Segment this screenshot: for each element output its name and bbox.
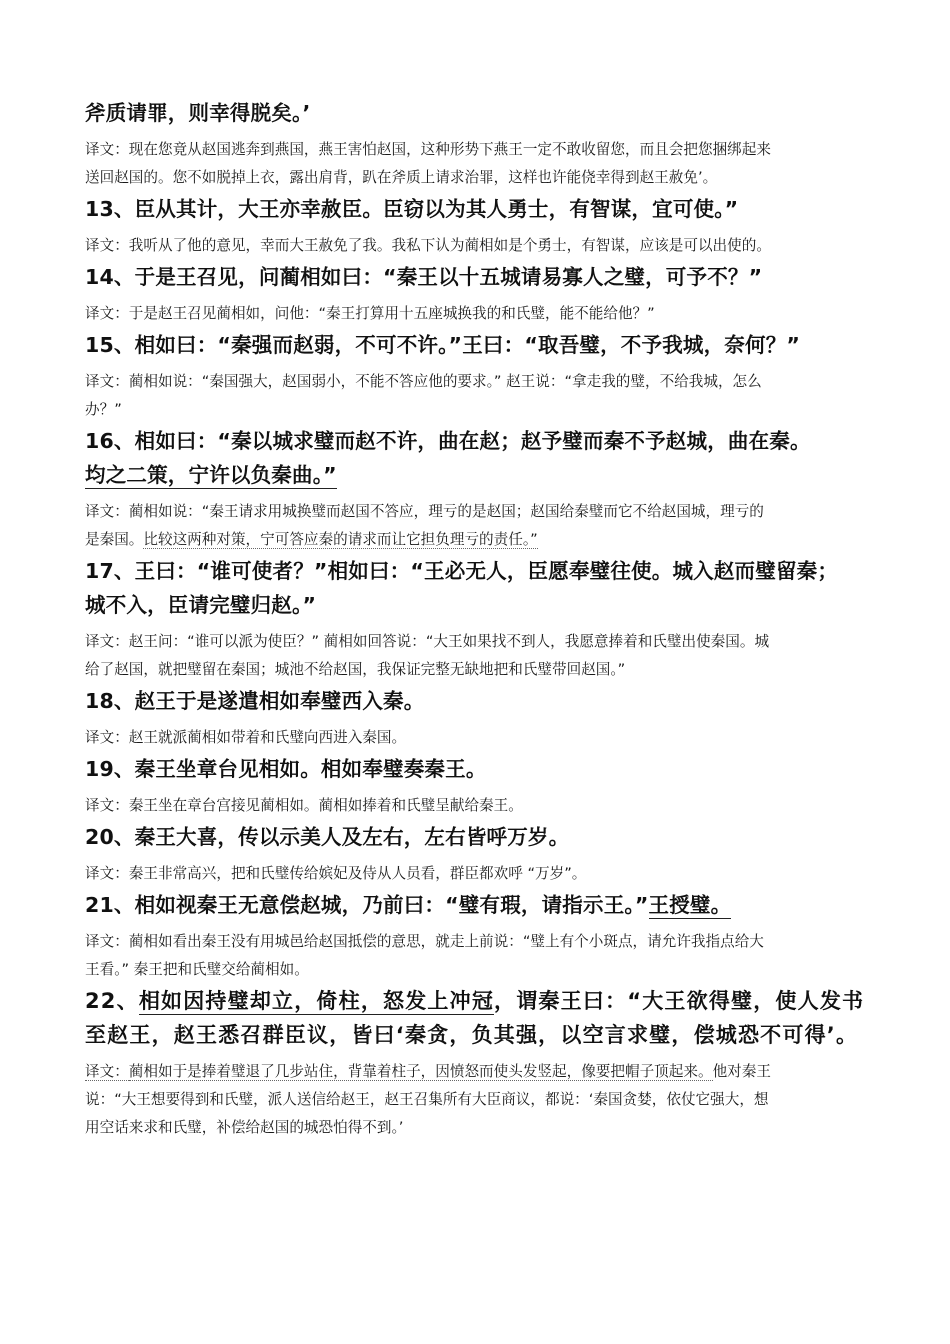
underlined-text: 蔺相如于是捧着璧退了几步站住，背靠着柱子，因愤怒而使头发竖起，像要把帽子顶起来。 [128, 1063, 713, 1080]
text-segment: 给了赵国，就把璧留在秦国；城池不给赵国，我保证完整无缺地把和氏璧带回赵国。” [85, 661, 626, 678]
document-page [85, 96, 885, 1142]
source-text-line [85, 752, 885, 786]
text-segment: 城不入，臣请完璧归赵。” [85, 593, 317, 617]
translation-line [85, 396, 885, 424]
underlined-text: 王授璧。 [648, 893, 732, 917]
source-text-line [85, 684, 885, 718]
translation-line [85, 164, 885, 192]
text-segment: 是秦国。 [85, 531, 144, 548]
text-segment: 14、于是王召见，问蔺相如曰：“秦王以十五城请易寡人之璧，可予不？” [85, 265, 763, 289]
underlined-text: 比较这两种对策，宁可答应秦的请求而让它担负理亏的责任。” [143, 531, 538, 548]
text-segment: 办？” [85, 401, 122, 418]
text-segment: 译文：秦王非常高兴，把和氏璧传给嫔妃及侍从人员看，群臣都欢呼 “万岁”。 [85, 865, 587, 882]
text-segment: 译文：秦王坐在章台宫接见蔺相如。蔺相如捧着和氏璧呈献给秦王。 [85, 797, 523, 814]
underlined-text: 译文： [85, 1063, 129, 1080]
text-segment: 译文：赵王问：“谁可以派为使臣？” 蔺相如回答说：“大王如果找不到人，我愿意捧着和氏璧出使秦国。城 [85, 633, 770, 650]
translation-line [85, 628, 885, 656]
text-segment: 他对秦王 [712, 1063, 771, 1080]
text-segment: 18、赵王于是遂遣相如奉璧西入秦。 [85, 689, 425, 713]
text-segment: 至赵王，赵王悉召群臣议，皆曰‘秦贪，负其强，以空言求璧，偿城恐不可得’。 [85, 1023, 859, 1047]
source-text-line [85, 328, 885, 362]
text-segment: 15、相如曰：“秦强而赵弱，不可不许。”王曰：“取吾璧，不予我城，奈何？” [85, 333, 801, 357]
text-segment: 译文：蔺相如说：“秦王请求用城换璧而赵国不答应，理亏的是赵国；赵国给秦璧而它不给赵国城，理亏的 [85, 503, 764, 520]
translation-line [85, 1086, 885, 1114]
translation-line [85, 656, 885, 684]
underlined-text: 均之二策，宁许以负秦曲。” [85, 463, 337, 487]
text-segment: ，谓秦王曰：“大王欲得璧，使人发书 [494, 989, 865, 1013]
text-segment: 用空话来求和氏璧，补偿给赵国的城恐怕得不到。’ [85, 1119, 404, 1136]
translation-line [85, 368, 885, 396]
text-segment: 王看。” 秦王把和氏璧交给蔺相如。 [85, 961, 309, 978]
text-segment: 送回赵国的。您不如脱掉上衣，露出肩背，趴在斧质上请求治罪，这样也许能侥幸得到赵王赦免’。 [85, 169, 718, 186]
text-segment: 13、臣从其计，大王亦幸赦臣。臣窃以为其人勇士，有智谋，宜可使。” [85, 197, 739, 221]
source-text-line [85, 984, 885, 1018]
source-text-line [85, 96, 885, 130]
source-text-line [85, 1018, 885, 1052]
translation-line [85, 232, 885, 260]
text-segment: 译文：现在您竟从赵国逃奔到燕国，燕王害怕赵国，这种形势下燕王一定不敢收留您，而且会把您捆绑起来 [85, 141, 771, 158]
translation-line [85, 928, 885, 956]
translation-line [85, 526, 885, 554]
source-text-line [85, 458, 885, 492]
translation-line [85, 956, 885, 984]
text-segment: 译文：于是赵王召见蔺相如，问他：“秦王打算用十五座城换我的和氏璧，能不能给他？” [85, 305, 655, 322]
translation-line [85, 860, 885, 888]
text-segment: 19、秦王坐章台见相如。相如奉璧奏秦王。 [85, 757, 487, 781]
source-text-line [85, 820, 885, 854]
source-text-line [85, 588, 885, 622]
translation-line [85, 136, 885, 164]
source-text-line [85, 260, 885, 294]
translation-line [85, 792, 885, 820]
translation-line [85, 724, 885, 752]
text-segment: 22、 [85, 989, 139, 1013]
translation-line [85, 1114, 885, 1142]
text-segment: 21、相如视秦王无意偿赵城，乃前曰：“璧有瑕，请指示王。” [85, 893, 649, 917]
translation-line [85, 300, 885, 328]
translation-line [85, 498, 885, 526]
text-segment: 译文：蔺相如看出秦王没有用城邑给赵国抵偿的意思，就走上前说：“璧上有个小斑点，请允许我指点给大 [85, 933, 764, 950]
text-segment: 说：“大王想要得到和氏璧，派人送信给赵王，赵王召集所有大臣商议，都说：‘秦国贪婪，依仗它强大，想 [85, 1091, 769, 1108]
text-segment: 译文：蔺相如说：“秦国强大，赵国弱小，不能不答应他的要求。” 赵王说：“拿走我的璧，不给我城，怎么 [85, 373, 762, 390]
translation-line [85, 1058, 885, 1086]
text-segment: 17、王曰：“谁可使者？”相如曰：“王必无人，臣愿奉璧往使。城入赵而璧留秦； [85, 559, 839, 583]
underlined-text: 相如因持璧却立，倚柱，怒发上冲冠 [138, 989, 495, 1013]
source-text-line [85, 192, 885, 226]
source-text-line [85, 888, 885, 922]
text-segment: 译文：赵王就派蔺相如带着和氏璧向西进入秦国。 [85, 729, 407, 746]
text-segment: 斧质请罪，则幸得脱矣。’ [85, 101, 311, 125]
source-text-line [85, 424, 885, 458]
text-segment: 16、相如曰：“秦以城求璧而赵不许，曲在赵；赵予璧而秦不予赵城，曲在秦。 [85, 429, 811, 453]
source-text-line [85, 554, 885, 588]
text-segment: 译文：我听从了他的意见，幸而大王赦免了我。我私下认为蔺相如是个勇士，有智谋，应该是可以出使的。 [85, 237, 771, 254]
text-segment: 20、秦王大喜，传以示美人及左右，左右皆呼万岁。 [85, 825, 570, 849]
